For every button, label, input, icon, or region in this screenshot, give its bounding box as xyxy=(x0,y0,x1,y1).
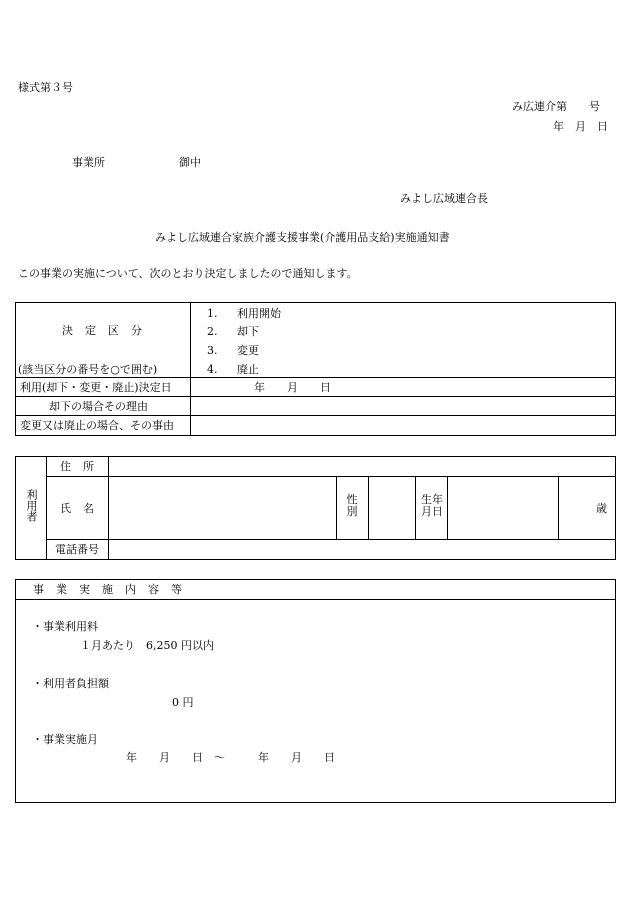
issuer: みよし広域連合長 xyxy=(400,192,488,205)
name-label: 氏名 xyxy=(60,502,106,515)
option-3-num: 3. xyxy=(207,344,218,357)
issue-date: 年 月 日 xyxy=(553,120,608,133)
document-title: みよし広域連合家族介護支援事業(介護用品支給)実施通知書 xyxy=(155,231,450,244)
content-heading: 事業実施内容等 xyxy=(33,583,194,596)
decision-category-note: (該当区分の番号を○で囲む) xyxy=(18,363,158,376)
burden-value: 0 円 xyxy=(172,696,194,709)
fee-label: ・事業利用料 xyxy=(32,620,98,633)
option-4-num: 4. xyxy=(207,363,218,376)
user-side-label: 利用者 xyxy=(25,489,38,522)
document-number: み広連介第 号 xyxy=(512,100,600,113)
period-label: ・事業実施月 xyxy=(32,733,98,746)
option-4-label: 廃止 xyxy=(237,363,259,376)
fee-value: １月あたり 6,250 円以内 xyxy=(80,639,214,652)
intro-text: この事業の実施について、次のとおり決定しましたので通知します。 xyxy=(18,267,358,280)
addressee: 事業所 xyxy=(72,156,105,169)
decision-date-label: 利用(却下・変更・廃止)決定日 xyxy=(20,381,172,394)
option-1-label: 利用開始 xyxy=(237,307,281,320)
reject-reason-label: 却下の場合その理由 xyxy=(49,400,148,413)
period-value: 年 月 日 〜 年 月 日 xyxy=(126,751,335,764)
address-label: 住所 xyxy=(60,460,106,473)
content-table xyxy=(15,579,616,803)
age-suffix: 歳 xyxy=(596,502,607,515)
burden-label: ・利用者負担額 xyxy=(32,677,109,690)
decision-category-label: 決定区分 xyxy=(62,324,154,337)
option-2-label: 却下 xyxy=(237,325,259,338)
phone-label: 電話番号 xyxy=(55,543,99,556)
option-1-num: 1. xyxy=(207,307,218,320)
birthdate-label: 生年月日 xyxy=(421,493,443,518)
option-3-label: 変更 xyxy=(237,344,259,357)
gender-label: 性別 xyxy=(346,493,358,518)
option-2-num: 2. xyxy=(207,325,218,338)
decision-date-value: 年 月 日 xyxy=(254,381,331,394)
form-number: 様式第３号 xyxy=(18,81,73,94)
addressee-honorific: 御中 xyxy=(179,156,201,169)
change-reason-label: 変更又は廃止の場合、その事由 xyxy=(20,419,174,432)
